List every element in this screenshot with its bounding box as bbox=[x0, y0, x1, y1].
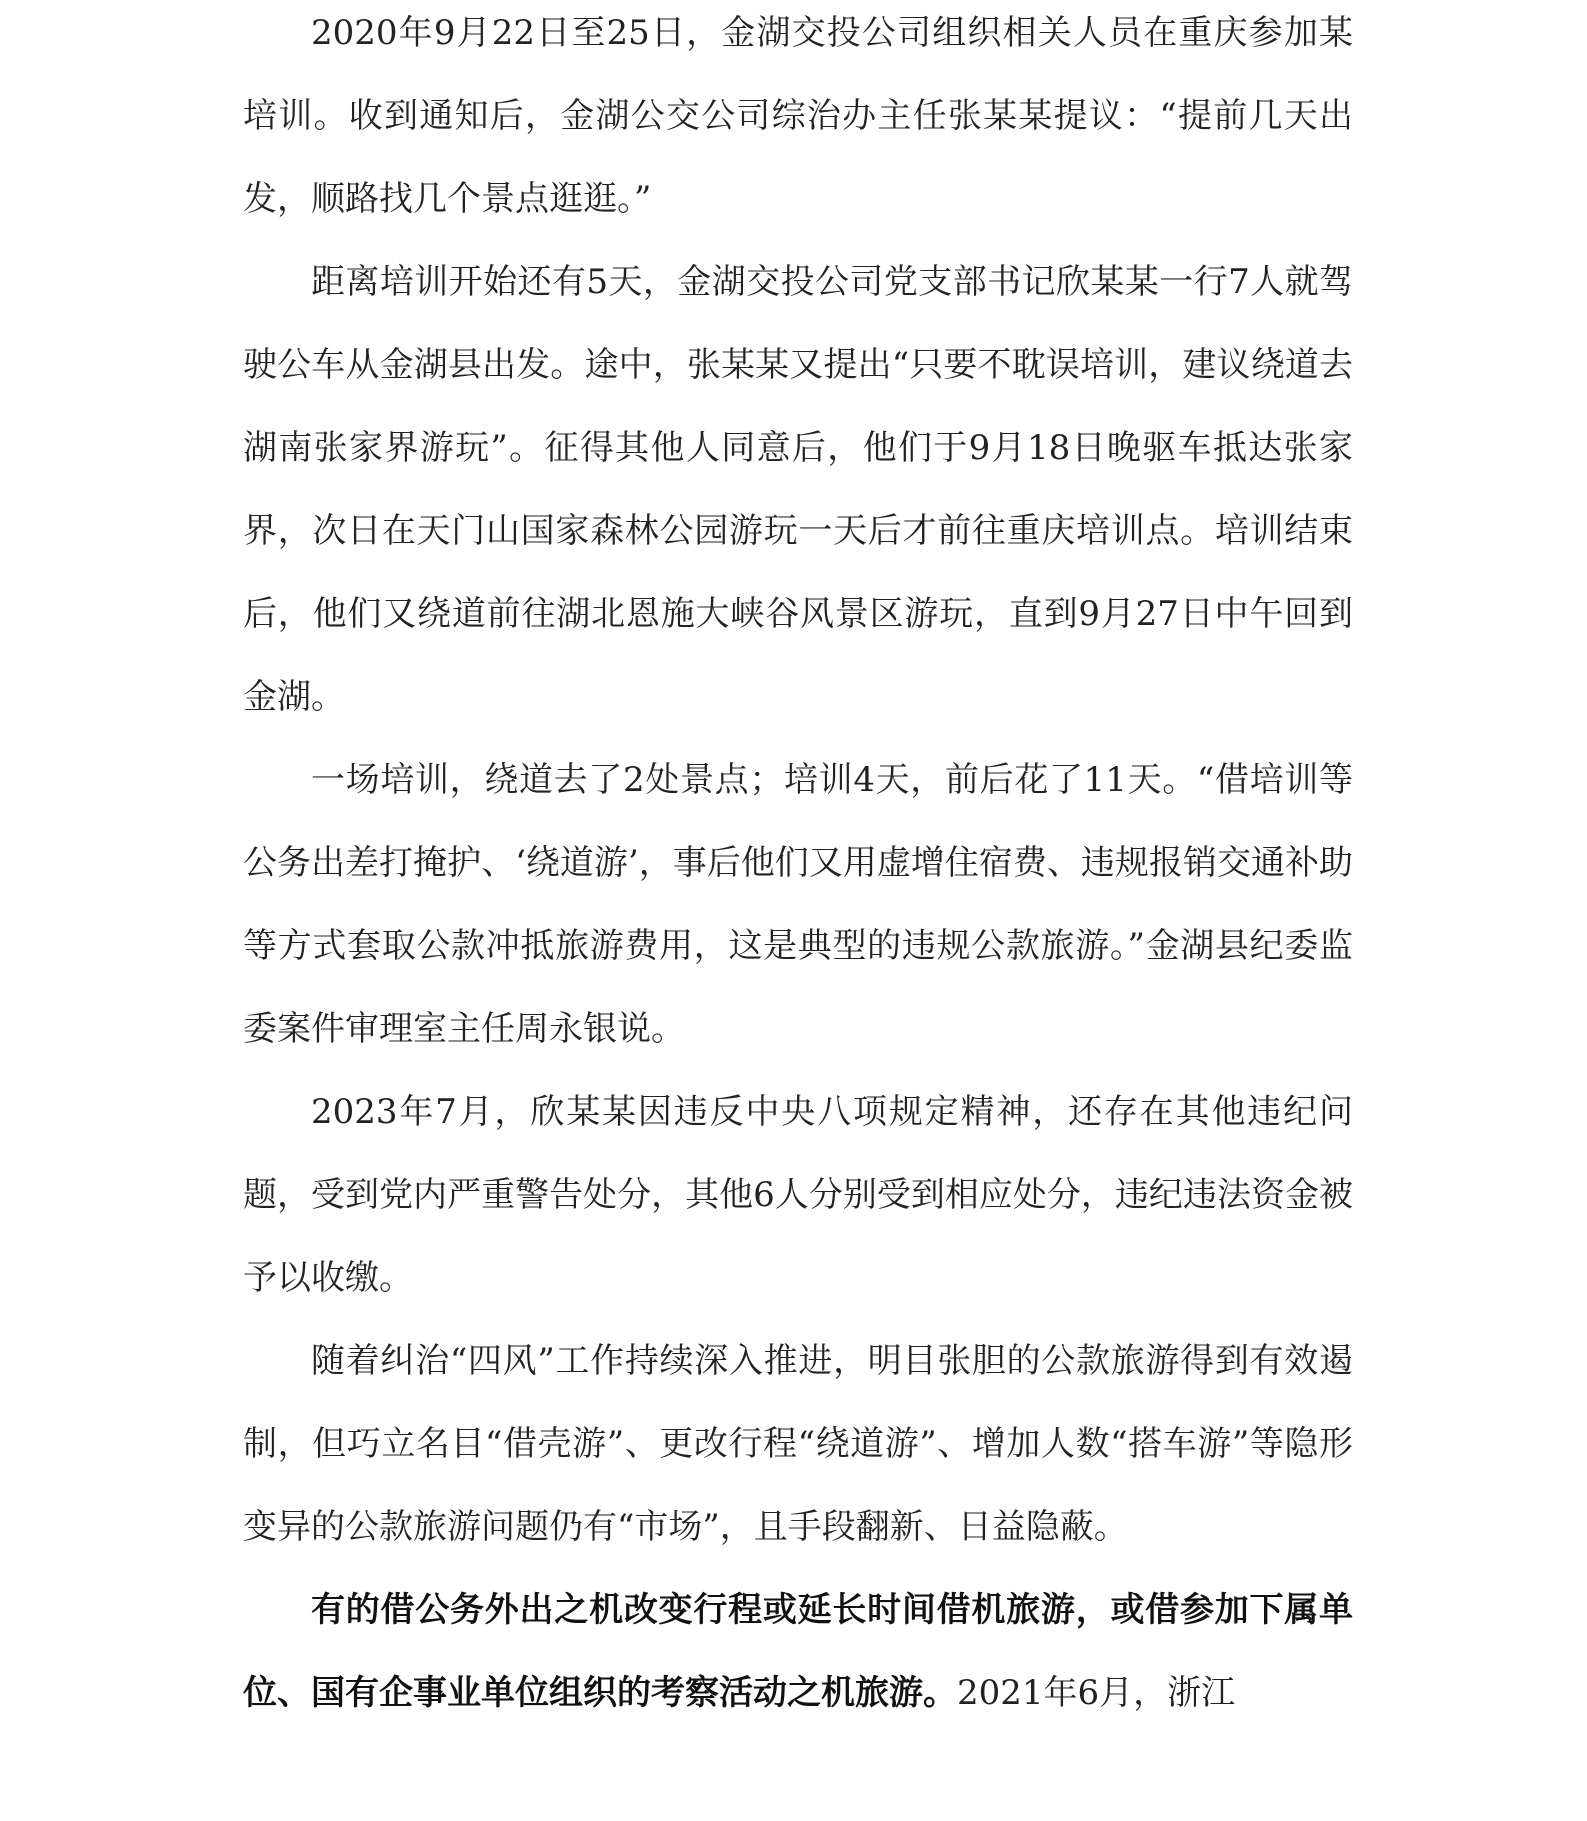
paragraph-6-text: 2021年6月，浙江 bbox=[957, 1673, 1236, 1713]
article-body bbox=[243, 0, 1353, 1735]
paragraph-6-bold-text: 有的借公务外出之机改变行程或延长时间借机旅游，或借参加下属单位、国有企事业单位组织的考察活动之机旅游。 bbox=[243, 1590, 1353, 1713]
paragraph-2: 距离培训开始还有5天，金湖交投公司党支部书记欣某某一行7人就驾驶公车从金湖县出发。途中，张某某又提出“只要不耽误培训，建议绕道去湖南张家界游玩”。征得其他人同意后，他们于9月18日晚驱车抵达张家界，次日在天门山国家森林公园游玩一天后才前往重庆培训点。培训结束后，他们又绕道前往湖北恩施大峡谷风景区游玩，直到9月27日中午回到金湖。 bbox=[243, 262, 1353, 717]
paragraph-4: 2023年7月，欣某某因违反中央八项规定精神，还存在其他违纪问题，受到党内严重警告处分，其他6人分别受到相应处分，违纪违法资金被予以收缴。 bbox=[243, 1092, 1353, 1298]
paragraph-3: 一场培训，绕道去了2处景点；培训4天，前后花了11天。“借培训等公务出差打掩护、‘绕道游’，事后他们又用虚增住宿费、违规报销交通补助等方式套取公款冲抵旅游费用，这是典型的违规公款旅游。”金湖县纪委监委案件审理室主任周永银说。 bbox=[243, 760, 1353, 1049]
paragraph-6 bbox=[243, 1569, 1353, 1735]
paragraph-1: 2020年9月22日至25日，金湖交投公司组织相关人员在重庆参加某培训。收到通知后，金湖公交公司综治办主任张某某提议：“提前几天出发，顺路找几个景点逛逛。” bbox=[243, 13, 1353, 219]
paragraph-5: 随着纠治“四风”工作持续深入推进，明目张胆的公款旅游得到有效遏制，但巧立名目“借壳游”、更改行程“绕道游”、增加人数“搭车游”等隐形变异的公款旅游问题仍有“市场”，且手段翻新、日益隐蔽。 bbox=[243, 1341, 1353, 1547]
